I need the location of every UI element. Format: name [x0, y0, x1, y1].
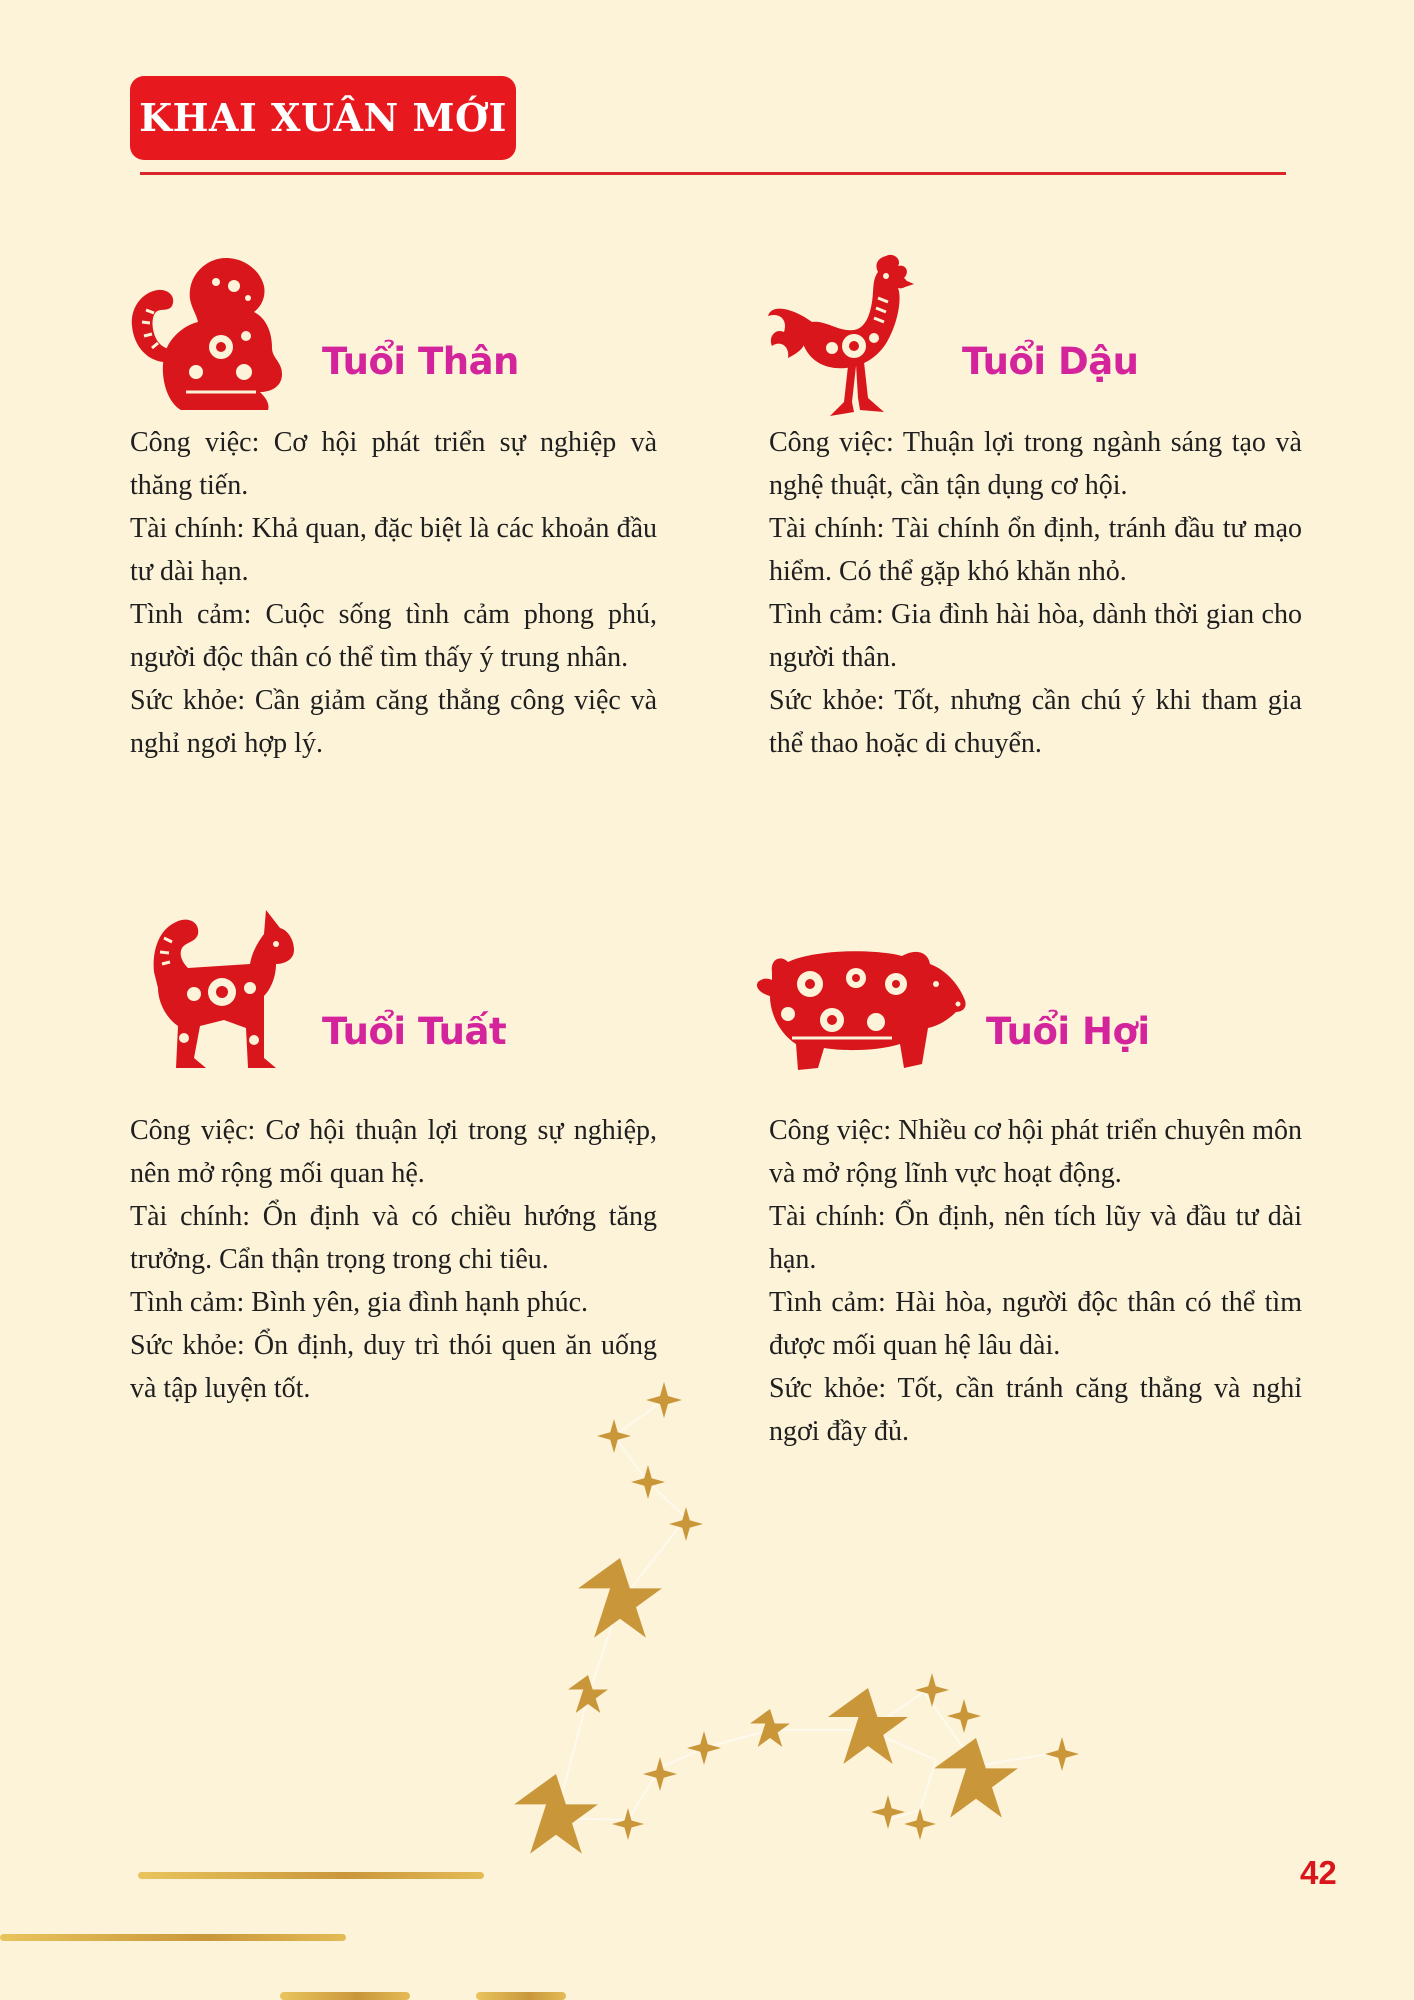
- paragraph-love: Tình cảm: Gia đình hài hòa, dành thời gian cho người thân.: [769, 599, 1302, 673]
- sign-title-tuat: Tuổi Tuất: [322, 1010, 507, 1053]
- gold-bar-decoration: [280, 1992, 410, 2000]
- gold-bar-decoration: [0, 1934, 346, 1941]
- section-title: KHAI XUÂN MỚI: [139, 95, 507, 140]
- sign-title-than: Tuổi Thân: [322, 340, 519, 383]
- paragraph-love: Tình cảm: Hài hòa, người độc thân có thể tìm được mối quan hệ lâu dài.: [769, 1287, 1302, 1361]
- paragraph-work: Công việc: Nhiều cơ hội phát triển chuyên môn và mở rộng lĩnh vực hoạt động.: [769, 1115, 1302, 1189]
- paragraph-health: Sức khỏe: Tốt, cần tránh căng thẳng và nghỉ ngơi đầy đủ.: [769, 1373, 1302, 1447]
- paragraph-finance: Tài chính: Ổn định, nên tích lũy và đầu tư dài hạn.: [769, 1201, 1302, 1275]
- paragraph-work: Công việc: Cơ hội thuận lợi trong sự nghiệp, nên mở rộng mối quan hệ.: [130, 1115, 657, 1189]
- paragraph-love: Tình cảm: Bình yên, gia đình hạnh phúc.: [130, 1287, 589, 1318]
- gold-bar-decoration: [476, 1992, 566, 2000]
- paragraph-love: Tình cảm: Cuộc sống tình cảm phong phú, người độc thân có thể tìm thấy ý trung nhân.: [130, 599, 657, 673]
- paragraph-health: Sức khỏe: Cần giảm căng thẳng công việc và nghỉ ngơi hợp lý.: [130, 685, 657, 759]
- paragraph-finance: Tài chính: Tài chính ổn định, tránh đầu tư mạo hiểm. Có thể gặp khó khăn nhỏ.: [769, 513, 1302, 587]
- paragraph-health: Sức khỏe: Tốt, nhưng cần chú ý khi tham gia thể thao hoặc di chuyển.: [769, 685, 1302, 759]
- sign-title-hoi: Tuổi Hợi: [986, 1010, 1150, 1053]
- paragraph-work: Công việc: Thuận lợi trong ngành sáng tạo và nghệ thuật, cần tận dụng cơ hội.: [769, 427, 1302, 501]
- paragraph-health: Sức khỏe: Ổn định, duy trì thói quen ăn uống và tập luyện tốt.: [130, 1330, 657, 1404]
- sign-title-dau: Tuổi Dậu: [962, 340, 1139, 383]
- paragraph-finance: Tài chính: Khả quan, đặc biệt là các khoản đầu tư dài hạn.: [130, 513, 657, 587]
- paragraph-finance: Tài chính: Ổn định và có chiều hướng tăng trưởng. Cẩn thận trọng trong chi tiêu.: [130, 1201, 657, 1275]
- paragraph-work: Công việc: Cơ hội phát triển sự nghiệp và thăng tiến.: [130, 427, 657, 501]
- page-number: 42: [1300, 1854, 1337, 1891]
- gold-bar-decoration: [138, 1872, 484, 1879]
